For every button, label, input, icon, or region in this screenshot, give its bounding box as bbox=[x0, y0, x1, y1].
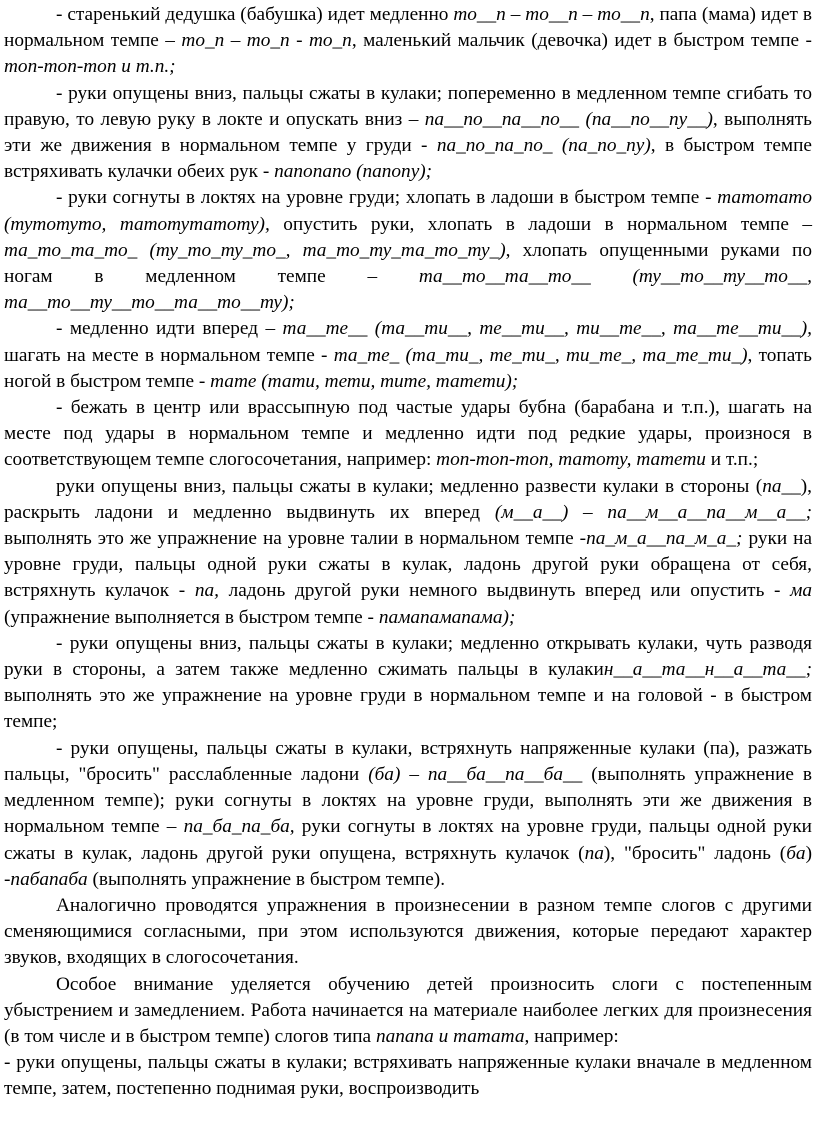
body-text: Особое внимание уделяется обучению детей произносить слоги с постепенным убыстрением и замедлением. Работа начинается на материале наиболее легких для произнесения (в том числе и в быстром темпе) слогов типа bbox=[4, 973, 812, 1047]
paragraph-grandpa-walk bbox=[4, 2, 812, 81]
paragraph-spread-fists bbox=[4, 474, 812, 631]
body-text: ), раскрыть ладони и медленно выдвинуть их вперед bbox=[4, 475, 812, 523]
italic-syllable-text: папапа и татата bbox=[375, 1025, 525, 1047]
paragraph-open-fists bbox=[4, 631, 812, 736]
italic-syllable-text: тате (тати, тети, тите, татети); bbox=[210, 370, 519, 392]
body-text: - руки опущены вниз, пальцы сжаты в кулаки; попеременно в медленном темпе сгибать то правую, то левую руку в локте и опускать вниз – bbox=[4, 82, 812, 130]
italic-syllable-text: пабапаба bbox=[10, 868, 88, 890]
italic-syllable-text: та__то__та__то__ (ту__то__ту__то__, та__то__ту__то__та__то__ту); bbox=[4, 266, 812, 314]
body-text: шагать на месте в нормальном темпе - bbox=[4, 344, 334, 366]
italic-syllable-text: то_п – то_п - то_п bbox=[181, 30, 352, 52]
italic-syllable-text: н__а__та__н__а__та__; bbox=[603, 659, 812, 681]
italic-syllable-text: топ-топ-топ и т.п.; bbox=[4, 56, 176, 78]
body-text: ) - bbox=[4, 842, 812, 890]
body-text: выполнять это же упражнение на уровне талии в нормальном темпе - bbox=[4, 528, 587, 550]
italic-syllable-text: татотато (тутотуто, татотутатоту), bbox=[4, 187, 812, 235]
paragraph-continuation bbox=[4, 1050, 812, 1102]
body-text: - руки опущены, пальцы сжаты в кулаки; встряхивать напряженные кулаки вначале в медленном темпе, затем, постепенно поднимая руки, воспроизводить bbox=[4, 1052, 812, 1100]
body-text: выполнять это же упражнение на уровне груди в нормальном темпе и на головой - в быстром темпе; bbox=[4, 685, 812, 733]
italic-syllable-text: па__ bbox=[762, 475, 801, 497]
body-text: ладонь другой руки немного выдвинуть вперед или опустить - bbox=[218, 580, 791, 602]
body-text: (выполнять упражнение в медленном темпе); руки согнуты в локтях на уровне груди, выполнять эти же движения в нормальном темпе – bbox=[4, 763, 812, 838]
italic-syllable-text: та__те__ (та__ти__, те__ти__, ти__те__, та__те__ти__), bbox=[282, 318, 813, 340]
body-text: руки на уровне груди, пальцы одной руки сжаты в кулак, ладонь другой руки обращена от себя, встряхнуть кулачок - bbox=[4, 528, 813, 602]
italic-syllable-text: ма bbox=[790, 580, 813, 602]
paragraph-clapping bbox=[4, 185, 812, 316]
paragraph-fists-elbows bbox=[4, 81, 812, 186]
italic-syllable-text: па_по_па_по_ (па_по_пу) bbox=[436, 135, 651, 157]
body-text: - руки опущены, пальцы сжаты в кулаки, встряхнуть напряженные кулаки (па), разжать пальцы, "бросить" расслабленные ладони bbox=[4, 737, 812, 785]
italic-syllable-text: па_м_а__па_м_а_; bbox=[586, 528, 743, 550]
body-text: - руки опущены вниз, пальцы сжаты в кулаки; медленно открывать кулаки, чуть разводя руки в стороны, а затем также медленно сжимать пальцы в кулаки bbox=[4, 632, 812, 681]
body-text: ), "бросить" ладонь ( bbox=[603, 842, 787, 864]
body-text: - медленно идти вперед – bbox=[56, 318, 283, 340]
italic-syllable-text: то__п – то__п – то__п bbox=[453, 4, 650, 25]
body-text: , хлопать опущенными руками по ногам в медленном темпе – bbox=[4, 239, 813, 288]
italic-syllable-text: памапамапама); bbox=[378, 606, 516, 628]
italic-syllable-text: та_то_та_то_ (ту_то_ту_то_, та_то_ту_та_то_ту_) bbox=[4, 239, 506, 261]
italic-syllable-text: (ба) – па__ба__па__ба__ bbox=[368, 763, 583, 785]
body-text: , в быстром темпе встряхивать кулачки обеих рук - bbox=[4, 135, 812, 183]
body-text: опустить руки, хлопать в ладоши в нормальном темпе – bbox=[269, 213, 813, 235]
italic-syllable-text: па bbox=[584, 842, 604, 864]
italic-syllable-text: па, bbox=[194, 580, 219, 602]
body-text: (выполнять упражнение в быстром темпе). bbox=[87, 868, 446, 890]
body-text: , выполнять эти же движения в нормальном темпе у груди - bbox=[4, 108, 812, 157]
body-text: , топать ногой в быстром темпе - bbox=[4, 344, 812, 392]
italic-syllable-text: (м__а__) – па__м__а__па__м__а__; bbox=[494, 501, 812, 523]
body-text: руки согнуты в локтях на уровне груди, пальцы одной руки сжаты в кулак, ладонь другой руки опущена, встряхнуть кулачок ( bbox=[4, 816, 812, 864]
italic-syllable-text: па__по__па__по__ (па__по__пу__) bbox=[424, 108, 713, 130]
body-text: , например: bbox=[524, 1025, 619, 1047]
italic-syllable-text: па_ба_па_ба, bbox=[183, 816, 295, 838]
italic-syllable-text: папопапо (папопу); bbox=[274, 161, 433, 183]
body-text: - руки согнуты в локтях на уровне груди; хлопать в ладоши в быстром темпе - bbox=[56, 187, 718, 209]
paragraph-analogous bbox=[4, 893, 812, 972]
paragraph-special-attention bbox=[4, 972, 812, 1051]
body-text: Аналогично проводятся упражнения в произнесении в разном темпе слогов с другими сменяющимися согласными, при этом используются движения, которые передают характер звуков, входящих в слогосочетания. bbox=[4, 894, 812, 969]
body-text: (упражнение выполняется в быстром темпе - bbox=[4, 606, 379, 628]
body-text: руки опущены вниз, пальцы сжаты в кулаки; медленно развести кулаки в стороны ( bbox=[56, 475, 763, 497]
body-text: , маленький мальчик (девочка) идет в быстром темпе - bbox=[351, 30, 812, 52]
italic-syllable-text: та_те_ (та_ти_, те_ти_, ти_те_, та_те_ти_) bbox=[333, 344, 748, 366]
body-text: и т.п.; bbox=[705, 449, 759, 471]
body-text: , папа (мама) идет в нормальном темпе – bbox=[4, 4, 812, 52]
paragraph-walking-steps bbox=[4, 316, 812, 395]
italic-syllable-text: топ-топ-топ, татоту, татети bbox=[436, 449, 706, 471]
paragraph-shake-fists bbox=[4, 736, 812, 893]
body-text: - старенький дедушка (бабушка) идет медленно bbox=[56, 4, 454, 25]
italic-syllable-text: ба bbox=[786, 842, 806, 864]
body-text: - бежать в центр или врассыпную под частые удары бубна (барабана и т.п.), шагать на месте под удары в нормальном темпе и медленно идти под редкие удары, произнося в соответствующем темпе слогосочетания, например: bbox=[4, 397, 812, 471]
paragraph-drum-running bbox=[4, 395, 812, 474]
